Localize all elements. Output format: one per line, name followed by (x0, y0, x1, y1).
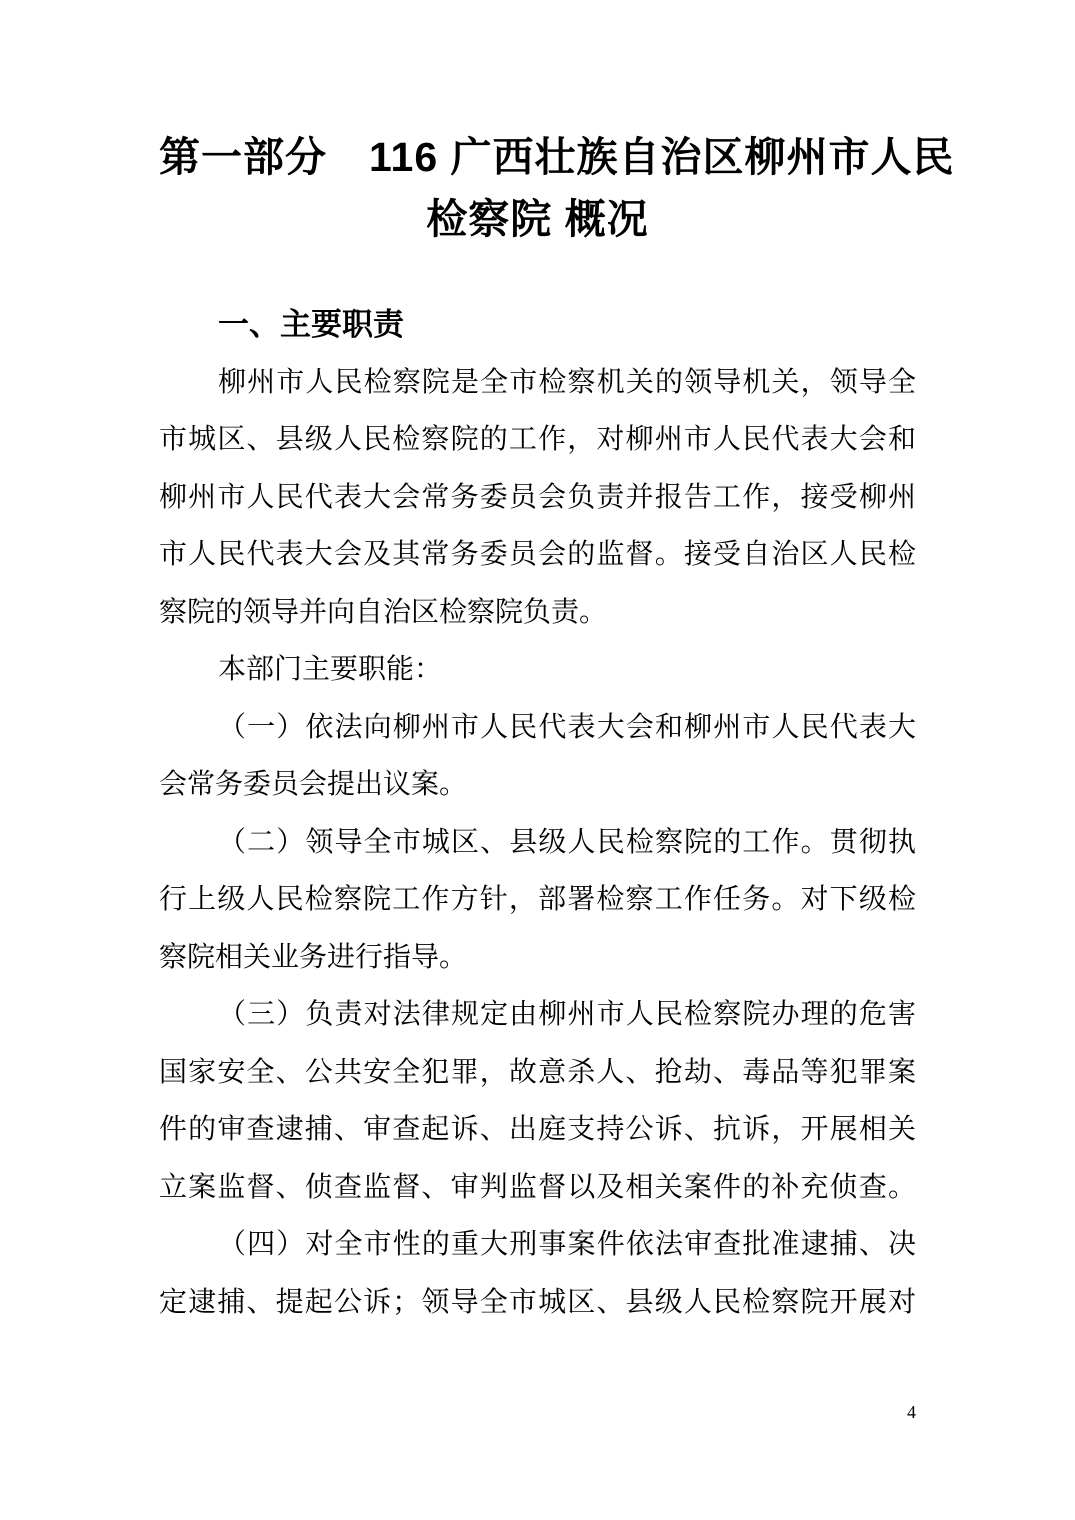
document-body (159, 296, 916, 1331)
text-line: 立案监督、侦查监督、审判监督以及相关案件的补充侦查。 (159, 1171, 916, 1203)
text-line: 柳州市人民代表大会常务委员会负责并报告工作，接受柳州 (159, 481, 916, 513)
text-line: 定逮捕、提起公诉；领导全市城区、县级人民检察院开展对 (159, 1286, 916, 1318)
paragraph (159, 986, 916, 1216)
text-line: （二）领导全市城区、县级人民检察院的工作。贯彻执 (218, 826, 916, 858)
text-line: 会常务委员会提出议案。 (159, 769, 468, 800)
text-line: 柳州市人民检察院是全市检察机关的领导机关，领导全 (218, 366, 916, 398)
title-line-1: 第一部分 116 广西壮族自治区柳州市人民 (159, 134, 955, 180)
paragraph (159, 699, 916, 814)
text-line: 件的审查逮捕、审查起诉、出庭支持公诉、抗诉，开展相关 (159, 1114, 916, 1145)
text-line: （一）依法向柳州市人民代表大会和柳州市人民代表大 (218, 711, 916, 743)
section-heading: 一、主要职责 (218, 307, 404, 342)
paragraph (159, 1216, 916, 1331)
text-line: 市城区、县级人民检察院的工作，对柳州市人民代表大会和 (159, 424, 916, 455)
paragraph (159, 354, 916, 642)
text-line: 察院的领导并向自治区检察院负责。 (159, 596, 608, 628)
text-line: （四）对全市性的重大刑事案件依法审查批准逮捕、决 (218, 1229, 916, 1260)
text-line: 市人民代表大会及其常务委员会的监督。接受自治区人民检 (159, 539, 916, 570)
text-line: 行上级人民检察院工作方针，部署检察工作任务。对下级检 (159, 884, 916, 915)
text-line: （三）负责对法律规定由柳州市人民检察院办理的危害 (218, 999, 916, 1030)
text-line: 本部门主要职能： (218, 654, 443, 685)
document-title (159, 126, 955, 250)
paragraph (159, 641, 916, 699)
text-line: 国家安全、公共安全犯罪，故意杀人、抢劫、毒品等犯罪案 (159, 1056, 916, 1088)
paragraph (159, 814, 916, 987)
title-line-2: 检察院 概况 (426, 196, 649, 242)
text-line: 察院相关业务进行指导。 (159, 941, 468, 973)
page-number: 4 (907, 1402, 916, 1422)
